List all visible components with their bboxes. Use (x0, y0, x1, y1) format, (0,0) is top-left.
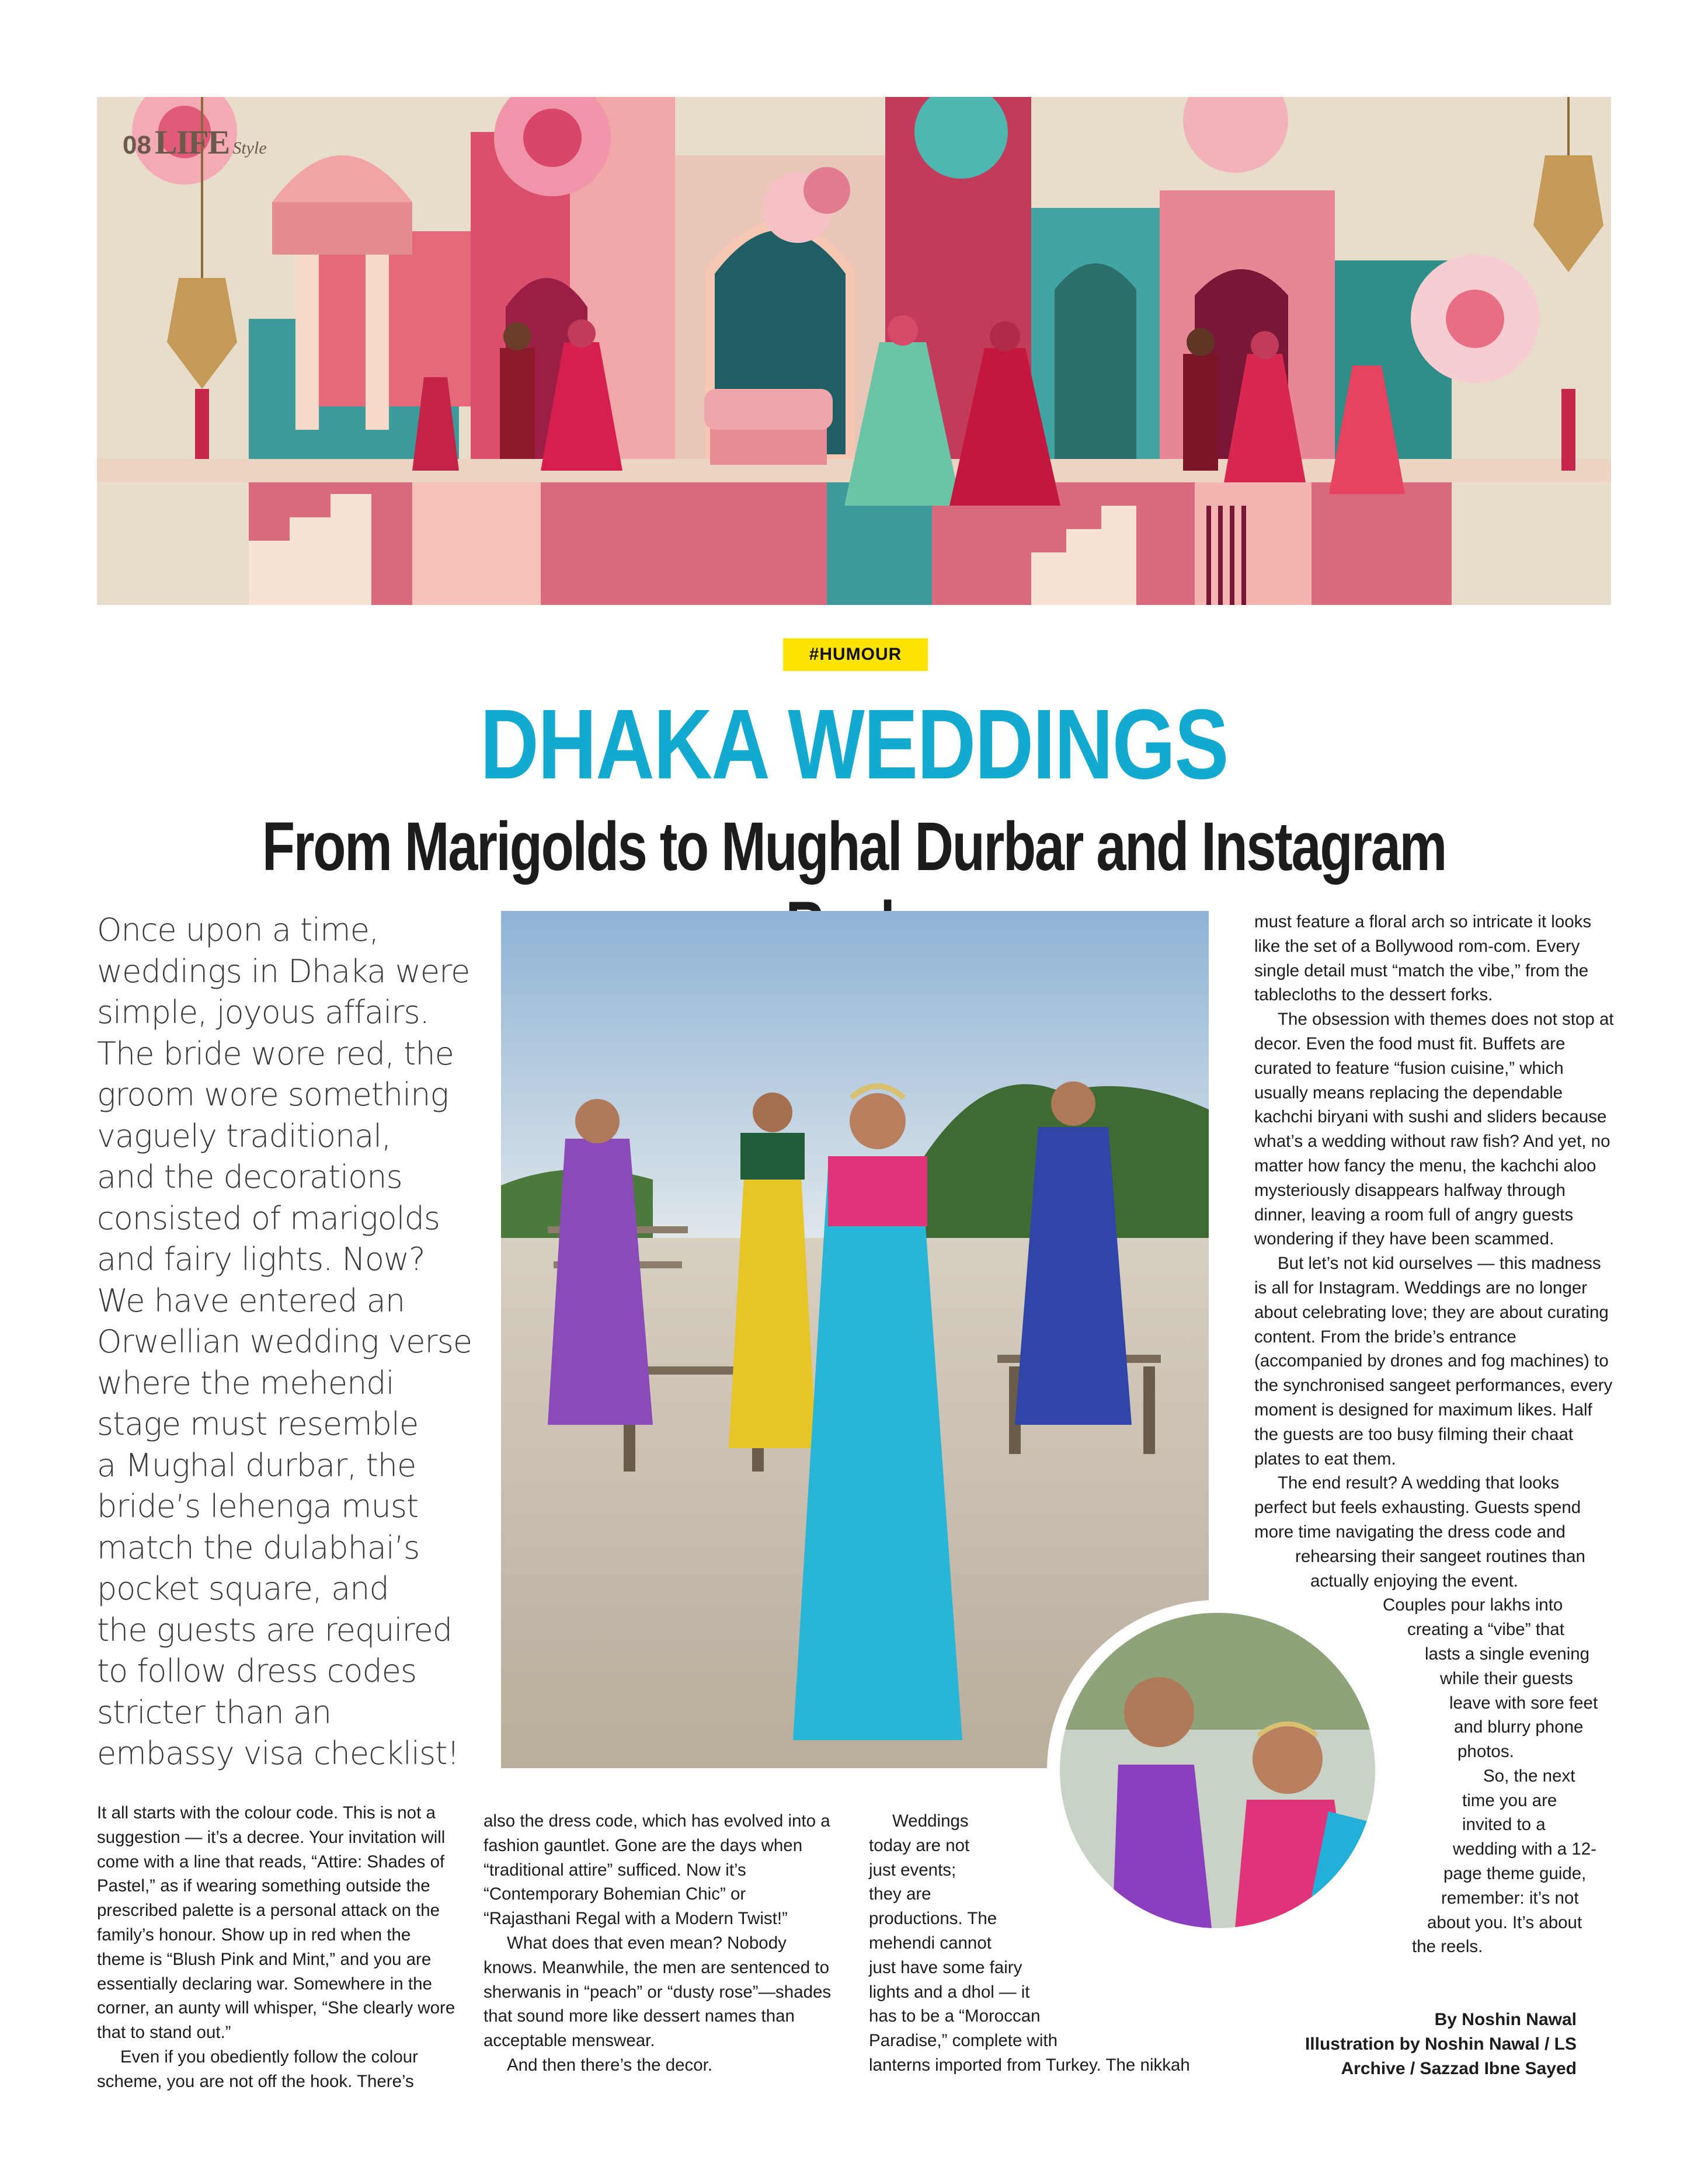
body-column-2 (483, 1809, 834, 2078)
text-line: So, the next (1483, 1766, 1575, 1786)
text-line: Couples pour lakhs into (1383, 1595, 1563, 1615)
lede-line: consisted of marigolds (97, 1199, 440, 1237)
lede-line: Orwellian wedding verse (97, 1323, 472, 1360)
palace-illustration (97, 97, 1611, 605)
text-line: rehearsing their sangeet routines than (1295, 1546, 1585, 1566)
text-line: wedding with a 12- (1453, 1839, 1596, 1859)
paragraph: The end result? A wedding that looks perfect but feels exhausting. Guests spend more time navigating the dress code and (1254, 1473, 1581, 1542)
page-number-logo (123, 123, 267, 161)
paragraph: What does that even mean? Nobody knows. Meanwhile, the men are sentenced to sherwanis in “peach” or “dusty rose”—shades that sound more like dessert names than acceptable menswear. (483, 1933, 832, 2051)
headline: DHAKA WEDDINGS (480, 689, 1228, 800)
text-line: while their guests (1440, 1668, 1573, 1688)
lede-line: bride’s lehenga must (97, 1488, 419, 1525)
text-line: just have some fairy (869, 1957, 1022, 1977)
paragraph: The obsession with themes does not stop at decor. Even the food must fit. Buffets are curated to feature “fusion cuisine,” which usually means replacing the dependable kachchi biryani with sushi and sliders because what’s a wedding without raw fish? And yet, no matter how fancy the menu, the kachchi aloo mysteriously disappears halfway through dinner, leaving a room full of angry guests wondering if they have been scammed. (1254, 1010, 1614, 1249)
wedding-illustration-banner (97, 97, 1611, 605)
paragraph: But let’s not kid ourselves — this madness is all for Instagram. Weddings are no longer about celebrating love; they are about curating content. From the bride’s entrance (accompanied by drones and fog machines) to the synchronised sangeet performances, every moment is designed for maximum likes. Half the guests are too busy filming their chaat plates to eat them. (1254, 1254, 1613, 1469)
lede-line: simple, joyous affairs. (97, 994, 429, 1031)
intro-lede (97, 910, 471, 1775)
byline-author: By Noshin Nawal (1434, 2010, 1577, 2029)
lede-line: and fairy lights. Now? (97, 1241, 425, 1278)
section-logo-script: Style (232, 138, 267, 158)
lede-line: The bride wore red, the (97, 1035, 454, 1072)
text-line: leave with sore feet (1449, 1693, 1598, 1713)
text-line: Weddings (892, 1811, 969, 1831)
paragraph: also the dress code, which has evolved into a fashion gauntlet. Gone are the days when “traditional attire” sufficed. Now it’s “Contemporary Bohemian Chic” or “Rajasthani Regal with a Modern Twist!” (483, 1811, 830, 1929)
text-line: Paradise,” complete with (869, 2031, 1058, 2051)
lede-line: to follow dress codes (97, 1653, 417, 1689)
byline-credit: Archive / Sazzad Ibne Sayed (1341, 2059, 1577, 2078)
lede-line: pocket square, and (97, 1570, 389, 1607)
text-line: they are (869, 1884, 931, 1904)
text-line: about you. It’s about (1427, 1912, 1582, 1932)
lede-line: stricter than an (97, 1693, 332, 1731)
text-line: actually enjoying the event. (1310, 1571, 1518, 1591)
paragraph: And then there’s the decor. (507, 2055, 713, 2075)
text-line: photos. (1457, 1742, 1514, 1762)
photo-brides (501, 911, 1209, 1768)
body-column-4 (1254, 910, 1616, 1959)
lede-line: and the decorations (97, 1159, 402, 1195)
text-line: the reels. (1412, 1937, 1483, 1957)
paragraph: Even if you obediently follow the colour scheme, you are not off the hook. There’s (97, 2047, 418, 2091)
lede-line: the guests are required (97, 1611, 452, 1648)
text-line: lasts a single evening (1425, 1644, 1590, 1664)
lede-line: match the dulabhai’s (97, 1529, 420, 1566)
lede-line: weddings in Dhaka were (97, 952, 470, 990)
lede-line: vaguely traditional, (97, 1117, 391, 1154)
text-line: invited to a (1462, 1815, 1546, 1835)
body-column-3 (869, 1809, 1219, 2078)
paragraph: must feature a floral arch so intricate it looks like the set of a Bollywood rom-com. Every single detail must “match the vibe,” from the tablecloths to the dessert forks. (1254, 912, 1592, 1005)
lede-line: We have entered an (97, 1282, 405, 1319)
lede-line: Once upon a time, (97, 912, 379, 948)
subheadline: From Marigolds to Mughal Durbar and Instagram (262, 808, 1446, 885)
lede-line: where the mehendi (97, 1364, 394, 1401)
text-line: page theme guide, (1443, 1864, 1587, 1884)
page-number: 08 (123, 131, 151, 159)
text-line: and blurry phone (1454, 1717, 1584, 1737)
text-line: time you are (1462, 1790, 1557, 1810)
text-line: lanterns imported from Turkey. The nikkah (869, 2055, 1190, 2075)
text-line: has to be a “Moroccan (869, 2006, 1041, 2026)
text-line: remember: it’s not (1441, 1888, 1579, 1908)
lede-line: groom wore something (97, 1076, 448, 1113)
category-tag: #HUMOUR (783, 638, 928, 671)
lede-line: stage must resemble (97, 1406, 419, 1442)
main-photo-brides-on-beach (501, 911, 1209, 1768)
body-column-1 (97, 1801, 459, 2094)
lede-line: a Mughal durbar, the (97, 1446, 416, 1484)
byline-credit: Illustration by Noshin Nawal / LS (1305, 2034, 1577, 2054)
text-line: lights and a dhol — it (869, 1982, 1030, 2002)
lede-line: embassy visa checklist! (97, 1735, 459, 1772)
paragraph: It all starts with the colour code. This is not a suggestion — it’s a decree. Your invitation will come with a line that reads, “Attire: Shades of Pastel,” as if wearing something outside the prescribed palette is a personal attack on the family’s honour. Show up in red when the theme is “Blush Pink and Mint,” and you are essentially declaring war. Somewhere in the corner, an aunty will whisper, “She clearly wore that to stand out.” (97, 1803, 455, 2043)
text-line: mehendi cannot (869, 1933, 992, 1953)
text-line: creating a “vibe” that (1407, 1620, 1564, 1640)
text-line: today are not (869, 1835, 970, 1855)
text-line: productions. The (869, 1909, 997, 1929)
byline-credits (1250, 2008, 1577, 2081)
section-logo: LIFE (154, 123, 229, 161)
text-line: just events; (869, 1860, 956, 1880)
